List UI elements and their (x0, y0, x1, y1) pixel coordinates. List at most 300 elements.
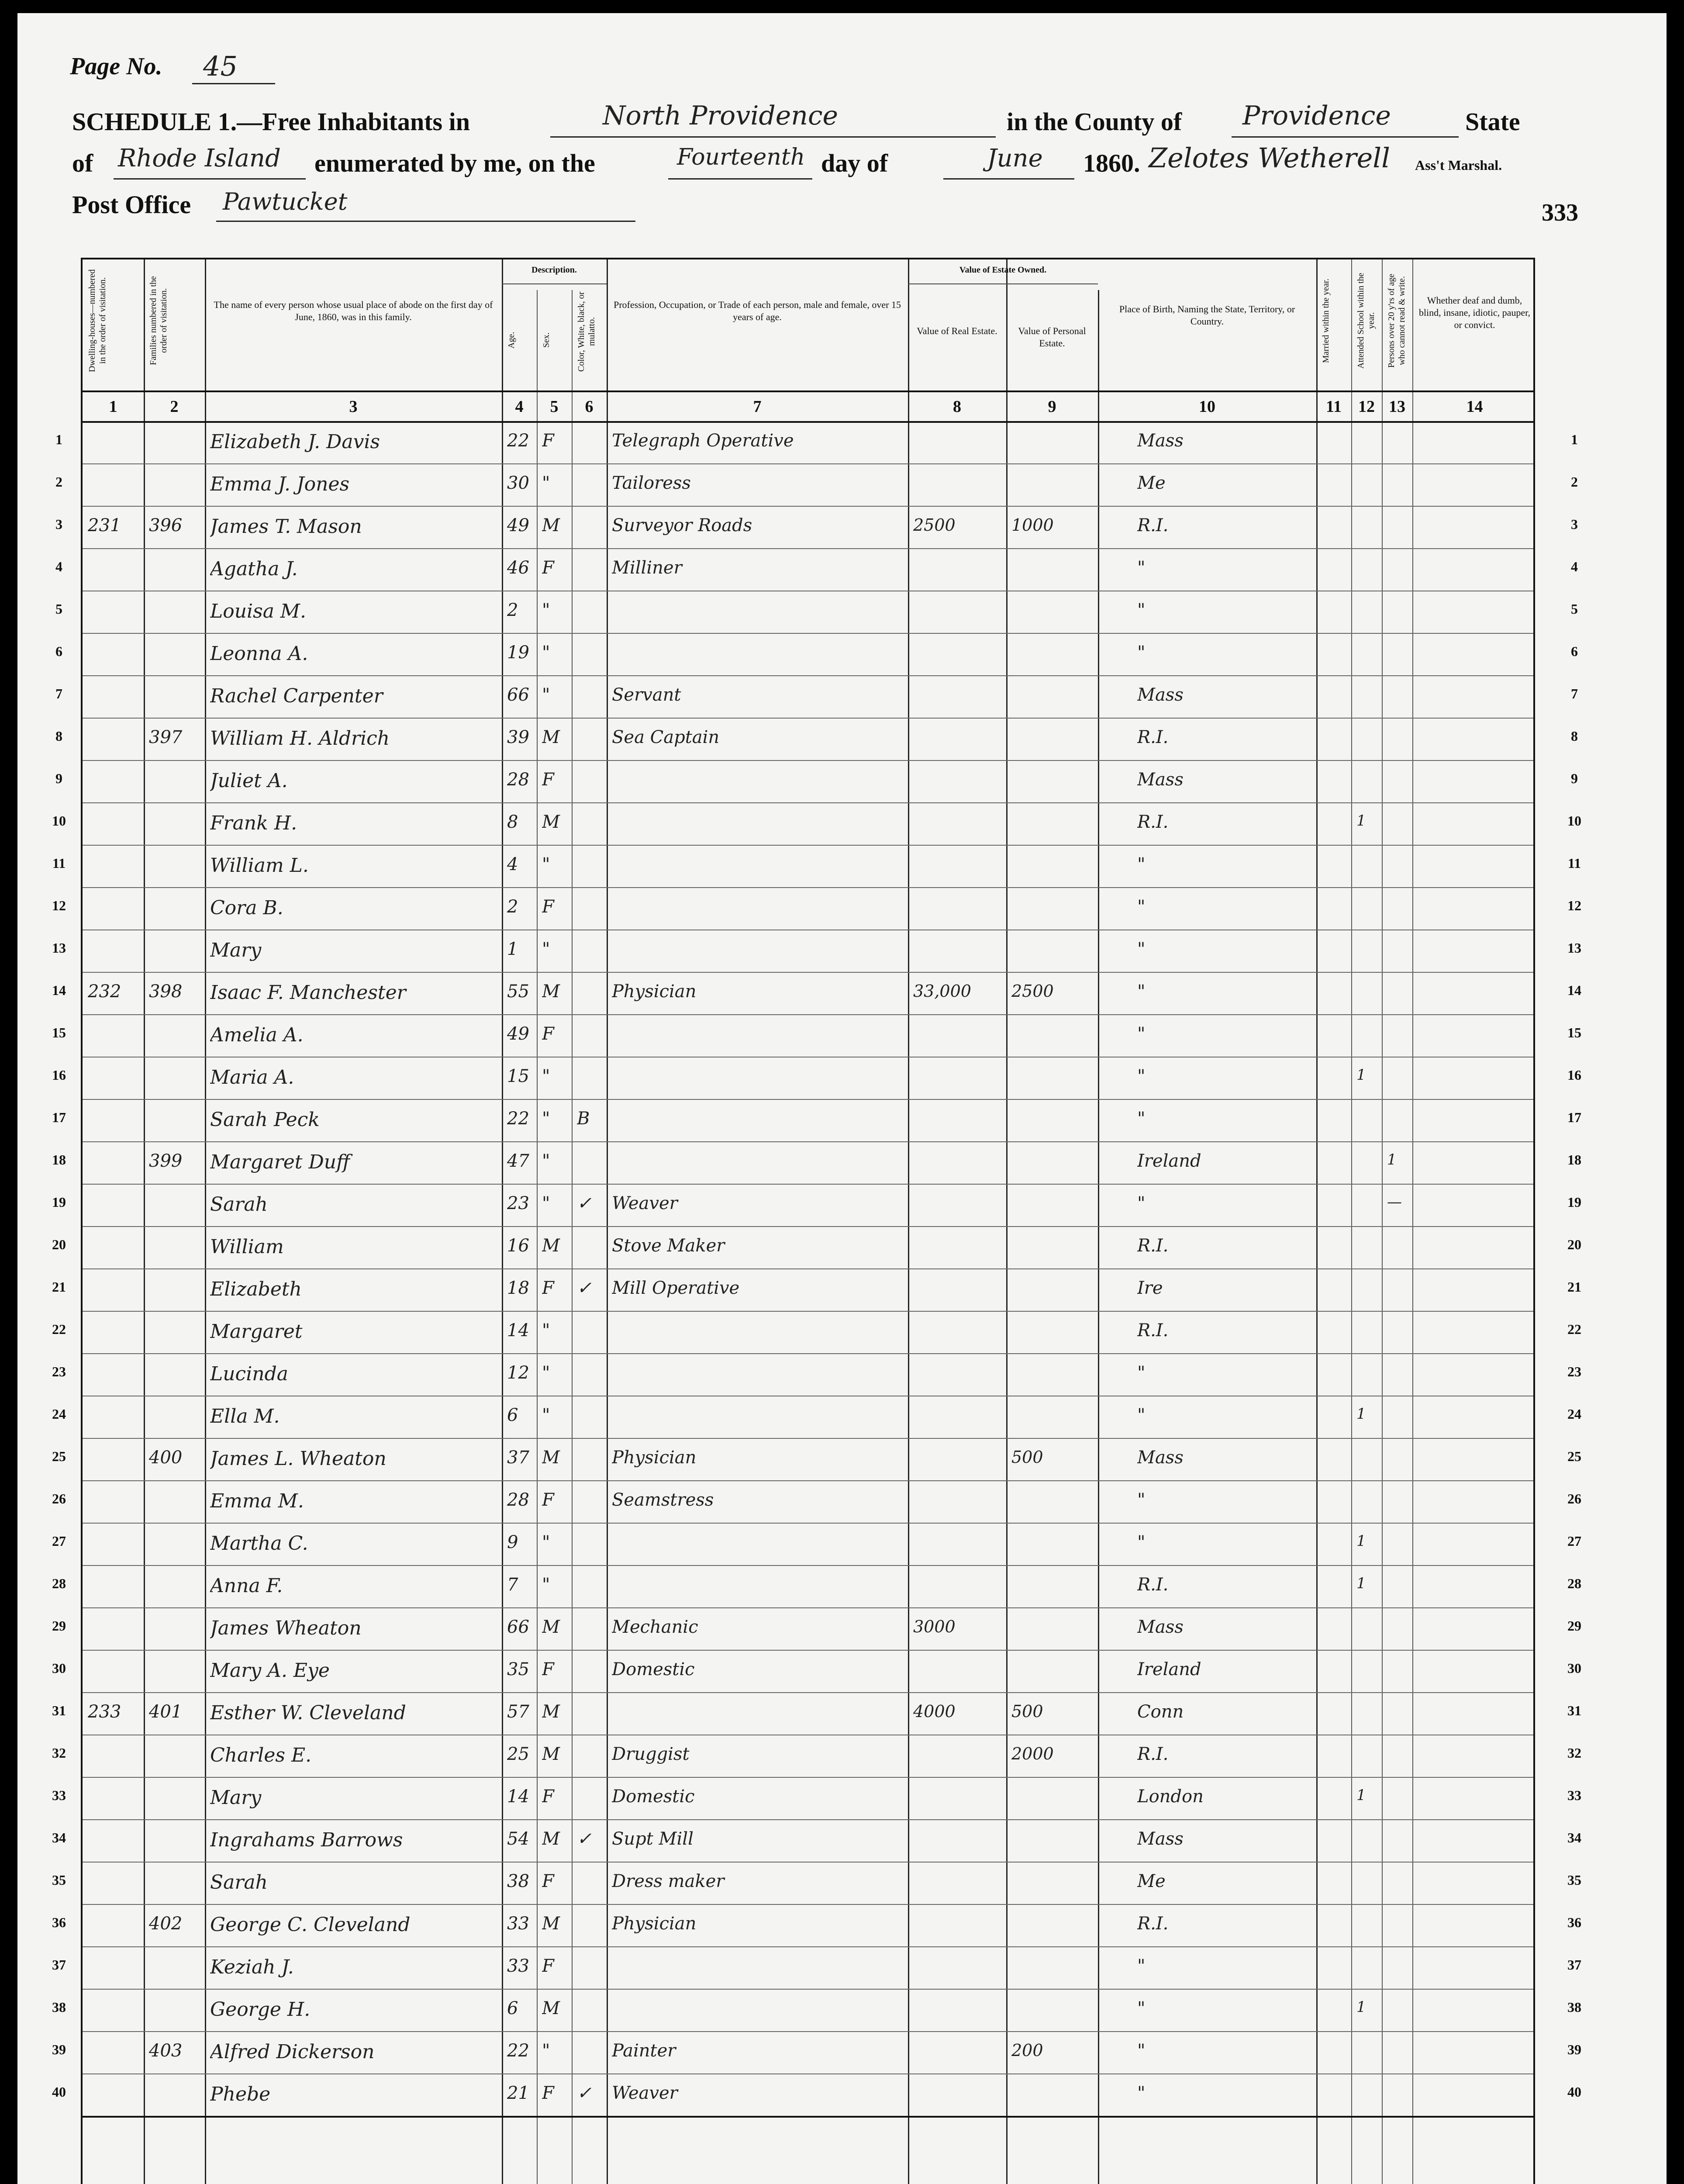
real-estate-value: 33,000 (913, 981, 971, 1001)
attended-school: 1 (1356, 1787, 1366, 1804)
line-number-right: 23 (1567, 1364, 1581, 1379)
birthplace: " (1137, 600, 1146, 620)
family-number: 398 (149, 981, 183, 1002)
row-rule (83, 887, 1533, 888)
person-name: Louisa M. (210, 600, 306, 622)
row-rule (83, 1989, 1533, 1990)
birthplace: R.I. (1137, 727, 1169, 747)
line-number-left: 27 (52, 1533, 66, 1549)
col-dwelling-header: Dwelling-houses—numbered in the order of visitation. (87, 269, 107, 372)
row-rule (83, 1141, 1533, 1142)
column-number: 1 (109, 397, 117, 416)
age: 46 (507, 558, 529, 578)
line-number-left: 16 (52, 1067, 66, 1083)
line-number-right: 25 (1567, 1448, 1581, 1464)
occupation: Stove Maker (612, 1236, 725, 1256)
row-rule (83, 2116, 1533, 2118)
col-family-header: Families numbered in the order of visitation. (148, 276, 169, 365)
column-number: 6 (585, 397, 594, 416)
line-number-right: 32 (1567, 1745, 1581, 1761)
person-name: George H. (210, 1998, 311, 2021)
underline (192, 83, 275, 84)
attended-school: 1 (1356, 1998, 1366, 2016)
person-name: Ingrahams Barrows (210, 1829, 403, 1851)
personal-estate-value: 2000 (1011, 1744, 1054, 1763)
occupation: Physician (612, 1914, 697, 1934)
birthplace: R.I. (1137, 1914, 1169, 1934)
sex: F (542, 1871, 554, 1891)
family-number: 397 (149, 727, 183, 747)
age: 37 (507, 1448, 529, 1468)
personal-estate-value: 500 (1011, 1702, 1043, 1721)
age: 25 (507, 1744, 529, 1764)
attended-school: 1 (1356, 1066, 1366, 1084)
line-number-right: 27 (1567, 1533, 1581, 1549)
line-number-right: 40 (1567, 2084, 1581, 2100)
person-name: Sarah (210, 1193, 268, 1216)
age: 14 (507, 1787, 529, 1807)
age: 16 (507, 1236, 529, 1256)
line-number-right: 17 (1567, 1109, 1581, 1125)
attended-school: 1 (1356, 1532, 1366, 1550)
person-name: Sarah (210, 1871, 268, 1894)
line-number-left: 22 (52, 1321, 66, 1337)
birthplace: Mass (1137, 685, 1184, 705)
line-number-right: 29 (1567, 1618, 1581, 1634)
person-name: William H. Aldrich (210, 727, 390, 750)
row-rule (83, 506, 1533, 507)
age: 38 (507, 1871, 529, 1891)
age: 7 (507, 1575, 518, 1595)
sex: " (542, 600, 550, 620)
personal-estate-value: 200 (1011, 2041, 1043, 2060)
sex: " (542, 1532, 550, 1552)
person-name: James Wheaton (210, 1617, 362, 1639)
line-number-right: 18 (1567, 1152, 1581, 1168)
person-name: James L. Wheaton (210, 1448, 386, 1470)
birthplace: R.I. (1137, 1744, 1169, 1764)
column-number: 11 (1326, 397, 1342, 416)
row-rule (83, 548, 1533, 549)
age: 9 (507, 1532, 518, 1552)
row-rule (83, 633, 1533, 634)
sex: " (542, 2041, 550, 2061)
col-infirmity-header: Whether deaf and dumb, blind, insane, idiotic, pauper, or convict. (1418, 295, 1531, 330)
line-number-left: 18 (52, 1152, 66, 1168)
age: 35 (507, 1659, 529, 1679)
line-number-left: 2 (55, 474, 62, 490)
person-name: Charles E. (210, 1744, 312, 1766)
age: 19 (507, 643, 529, 663)
family-number: 399 (149, 1151, 183, 1171)
column-number: 9 (1048, 397, 1056, 416)
age: 2 (507, 897, 518, 917)
marshal-label: Ass't Marshal. (1415, 157, 1502, 173)
person-name: Mary A. Eye (210, 1659, 330, 1682)
year: 1860. (1083, 149, 1140, 177)
row-rule (83, 1862, 1533, 1863)
line-number-left: 40 (52, 2084, 66, 2100)
birthplace: " (1137, 1956, 1146, 1976)
sex: M (542, 1236, 560, 1256)
line-number-left: 14 (52, 982, 66, 998)
day-written: Fourteenth (677, 144, 805, 170)
line-number-left: 1 (55, 432, 62, 447)
column-rule (572, 290, 573, 2184)
sex: F (542, 558, 554, 578)
post-office: Pawtucket (223, 188, 348, 215)
column-number: 13 (1389, 397, 1405, 416)
line-number-right: 13 (1567, 940, 1581, 956)
birthplace: London (1137, 1787, 1204, 1807)
column-number: 5 (550, 397, 559, 416)
line-number-right: 2 (1571, 474, 1578, 490)
line-number-right: 36 (1567, 1914, 1581, 1930)
census-table (81, 258, 1535, 2184)
line-number-right: 37 (1567, 1957, 1581, 1973)
line-number-right: 31 (1567, 1703, 1581, 1718)
birthplace: Me (1137, 473, 1166, 493)
sex: " (542, 1066, 550, 1086)
line-number-right: 30 (1567, 1660, 1581, 1676)
age: 22 (507, 1109, 529, 1129)
birthplace: " (1137, 1532, 1146, 1552)
line-number-right: 35 (1567, 1872, 1581, 1888)
county-name: Providence (1242, 100, 1391, 131)
real-estate-value: 3000 (913, 1617, 956, 1636)
state-label: State (1465, 107, 1520, 136)
underline (114, 178, 306, 180)
person-name: William (210, 1236, 284, 1258)
page-number-label: Page No. (70, 53, 162, 80)
occupation: Domestic (612, 1787, 695, 1807)
line-number-right: 7 (1571, 686, 1578, 702)
age: 6 (507, 1405, 518, 1425)
occupation: Telegraph Operative (612, 431, 794, 451)
line-number-left: 39 (52, 2042, 66, 2057)
line-number-right: 8 (1571, 728, 1578, 744)
person-name: Keziah J. (210, 1956, 294, 1978)
person-name: Elizabeth (210, 1278, 302, 1300)
birthplace: " (1137, 1998, 1146, 2018)
occupation: Milliner (612, 558, 682, 578)
line-number-left: 20 (52, 1237, 66, 1252)
col-age-header: Age. (507, 332, 516, 349)
dwelling-number: 232 (88, 981, 121, 1002)
age: 49 (507, 515, 529, 536)
sex: F (542, 2083, 554, 2103)
person-name: Mary (210, 939, 262, 961)
col-real-estate-header: Value of Real Estate. (917, 325, 997, 336)
row-rule (83, 1819, 1533, 1820)
occupation: Surveyor Roads (612, 515, 752, 536)
cannot-read-write: 1 (1387, 1151, 1397, 1168)
dwelling-number: 233 (88, 1702, 121, 1722)
birthplace: Conn (1137, 1702, 1184, 1722)
sex: M (542, 515, 560, 536)
sex: M (542, 812, 560, 832)
sex: M (542, 1617, 560, 1637)
birthplace: Ireland (1137, 1151, 1201, 1171)
line-number-left: 37 (52, 1957, 66, 1973)
row-rule (83, 675, 1533, 676)
numbers-bottom-rule (83, 421, 1533, 423)
sex: " (542, 1405, 550, 1425)
birthplace: " (1137, 2041, 1146, 2061)
line-number-left: 25 (52, 1448, 66, 1464)
col-color-header: Color, White, black, or mulatto. (576, 291, 597, 372)
birthplace: " (1137, 643, 1146, 663)
line-number-left: 29 (52, 1618, 66, 1634)
line-number-left: 33 (52, 1787, 66, 1803)
birthplace: R.I. (1137, 1575, 1169, 1595)
birthplace: " (1137, 854, 1146, 874)
sex: M (542, 1744, 560, 1764)
sex: F (542, 1278, 554, 1298)
occupation: Supt Mill (612, 1829, 694, 1849)
enumerated-label: enumerated by me, on the (314, 149, 595, 177)
underline (550, 136, 996, 138)
color: ✓ (577, 1278, 592, 1298)
row-rule (83, 1480, 1533, 1481)
age: 6 (507, 1998, 518, 2018)
sex: F (542, 770, 554, 790)
person-name: Isaac F. Manchester (210, 981, 406, 1004)
color: B (577, 1109, 590, 1129)
person-name: Esther W. Cleveland (210, 1702, 406, 1724)
age: 2 (507, 600, 518, 620)
birthplace: " (1137, 939, 1146, 959)
sex: " (542, 1151, 550, 1171)
column-number: 3 (349, 397, 358, 416)
person-name: Mary (210, 1787, 262, 1809)
age: 57 (507, 1702, 529, 1722)
line-number-right: 3 (1571, 516, 1578, 532)
birthplace: " (1137, 1109, 1146, 1129)
person-name: Phebe (210, 2083, 271, 2105)
sex: " (542, 1109, 550, 1129)
occupation: Tailoress (612, 473, 691, 493)
personal-estate-value: 1000 (1011, 515, 1054, 535)
occupation: Mechanic (612, 1617, 698, 1637)
real-estate-value: 2500 (913, 515, 956, 535)
birthplace: Ireland (1137, 1659, 1201, 1679)
line-number-right: 9 (1571, 771, 1578, 786)
col-sex-header: Sex. (542, 332, 551, 348)
birthplace: Mass (1137, 1617, 1184, 1637)
line-number-left: 6 (55, 643, 62, 659)
line-number-left: 19 (52, 1194, 66, 1210)
sex: M (542, 1998, 560, 2018)
person-name: Lucinda (210, 1363, 289, 1385)
row-rule (83, 1650, 1533, 1651)
age: 33 (507, 1914, 529, 1934)
line-number-left: 5 (55, 601, 62, 617)
birthplace: " (1137, 897, 1146, 917)
birthplace: Mass (1137, 1829, 1184, 1849)
line-number-left: 21 (52, 1279, 66, 1295)
row-rule (83, 1565, 1533, 1566)
personal-estate-value: 500 (1011, 1448, 1043, 1467)
real-estate-value: 4000 (913, 1702, 956, 1721)
person-name: Juliet A. (210, 770, 288, 792)
age: 55 (507, 981, 529, 1002)
col-name-header: The name of every person whose usual place of abode on the first day of June, 1860, was in this family. (214, 299, 493, 322)
person-name: Sarah Peck (210, 1109, 320, 1131)
line-number-left: 15 (52, 1025, 66, 1040)
occupation: Domestic (612, 1659, 695, 1679)
person-name: Margaret (210, 1320, 303, 1343)
person-name: Martha C. (210, 1532, 308, 1555)
occupation: Weaver (612, 1193, 678, 1213)
age: 21 (507, 2083, 529, 2103)
row-rule (83, 1311, 1533, 1312)
row-rule (83, 1099, 1533, 1100)
column-rule (1098, 290, 1099, 2184)
line-number-left: 23 (52, 1364, 66, 1379)
row-rule (83, 1692, 1533, 1693)
age: 18 (507, 1278, 529, 1298)
birthplace: R.I. (1137, 1236, 1169, 1256)
occupation: Physician (612, 1448, 697, 1468)
person-name: Anna F. (210, 1575, 283, 1597)
line-number-left: 7 (55, 686, 62, 702)
line-number-right: 4 (1571, 559, 1578, 574)
row-rule (83, 845, 1533, 846)
sex: " (542, 854, 550, 874)
row-rule (83, 1268, 1533, 1269)
line-number-right: 28 (1567, 1576, 1581, 1591)
color: ✓ (577, 1829, 592, 1849)
underline (668, 178, 812, 180)
age: 47 (507, 1151, 529, 1171)
census-page (17, 13, 1667, 2184)
sex: " (542, 1193, 550, 1213)
person-name: Amelia A. (210, 1024, 304, 1046)
line-number-left: 9 (55, 771, 62, 786)
post-office-label: Post Office (72, 190, 191, 219)
row-rule (83, 1777, 1533, 1778)
line-number-left: 30 (52, 1660, 66, 1676)
sex: M (542, 1702, 560, 1722)
age: 28 (507, 770, 529, 790)
birthplace: " (1137, 558, 1146, 578)
description-header: Description. (531, 265, 577, 275)
row-rule (83, 1904, 1533, 1905)
age: 30 (507, 473, 529, 493)
header-bottom-rule (83, 390, 1533, 392)
age: 1 (507, 939, 518, 959)
age: 12 (507, 1363, 529, 1383)
row-rule (83, 972, 1533, 973)
sex: F (542, 1787, 554, 1807)
birthplace: " (1137, 981, 1146, 1002)
birthplace: " (1137, 1405, 1146, 1425)
line-number-right: 16 (1567, 1067, 1581, 1083)
line-number-right: 38 (1567, 1999, 1581, 2015)
attended-school: 1 (1356, 1575, 1366, 1592)
line-number-left: 13 (52, 940, 66, 956)
line-number-right: 19 (1567, 1194, 1581, 1210)
occupation: Druggist (612, 1744, 690, 1764)
age: 23 (507, 1193, 529, 1213)
line-number-right: 15 (1567, 1025, 1581, 1040)
line-number-right: 39 (1567, 2042, 1581, 2057)
person-name: Margaret Duff (210, 1151, 350, 1173)
occupation: Physician (612, 981, 697, 1002)
line-number-right: 34 (1567, 1830, 1581, 1845)
birthplace: " (1137, 1066, 1146, 1086)
birthplace: " (1137, 2083, 1146, 2103)
attended-school: 1 (1356, 1405, 1366, 1423)
age: 28 (507, 1490, 529, 1510)
row-rule (83, 1523, 1533, 1524)
month: June (987, 144, 1043, 173)
birthplace: Mass (1137, 431, 1184, 451)
row-rule (83, 1607, 1533, 1608)
estate-rule (908, 283, 1098, 284)
sex: F (542, 1956, 554, 1976)
sex: " (542, 643, 550, 663)
line-number-left: 38 (52, 1999, 66, 2015)
person-name: Elizabeth J. Davis (210, 431, 380, 453)
county-label: in the County of (1007, 107, 1182, 136)
birthplace: Ire (1137, 1278, 1163, 1298)
family-number: 401 (149, 1702, 183, 1722)
line-number-right: 10 (1567, 813, 1581, 829)
line-number-left: 8 (55, 728, 62, 744)
sex: F (542, 897, 554, 917)
person-name: Frank H. (210, 812, 297, 834)
line-number-right: 24 (1567, 1406, 1581, 1422)
personal-estate-value: 2500 (1011, 981, 1054, 1001)
schedule-title: SCHEDULE 1.—Free Inhabitants in (72, 107, 470, 136)
sex: " (542, 1320, 550, 1341)
birthplace: " (1137, 1490, 1146, 1510)
person-name: Leonna A. (210, 643, 308, 665)
attended-school: 1 (1356, 812, 1366, 829)
age: 22 (507, 431, 529, 451)
line-number-left: 36 (52, 1914, 66, 1930)
age: 54 (507, 1829, 529, 1849)
of-label: of (72, 149, 93, 177)
sex: M (542, 1448, 560, 1468)
sex: M (542, 981, 560, 1002)
underline (1232, 136, 1459, 138)
sex: M (542, 727, 560, 747)
line-number-left: 24 (52, 1406, 66, 1422)
line-number-left: 17 (52, 1109, 66, 1125)
place-name: North Providence (603, 100, 839, 131)
column-number: 14 (1466, 397, 1483, 416)
age: 66 (507, 685, 529, 705)
person-name: Maria A. (210, 1066, 294, 1089)
line-number-left: 35 (52, 1872, 66, 1888)
family-number: 402 (149, 1914, 183, 1934)
person-name: Cora B. (210, 897, 283, 919)
line-number-right: 21 (1567, 1279, 1581, 1295)
age: 4 (507, 854, 518, 874)
sex: " (542, 1575, 550, 1595)
color: ✓ (577, 1193, 592, 1213)
person-name: James T. Mason (210, 515, 362, 538)
sex: F (542, 1490, 554, 1510)
line-number-right: 20 (1567, 1237, 1581, 1252)
birthplace: Mass (1137, 770, 1184, 790)
row-rule (83, 1353, 1533, 1354)
col-occupation-header: Profession, Occupation, or Trade of each person, male and female, over 15 years of age. (614, 299, 901, 322)
cannot-read-write: — (1387, 1193, 1402, 1211)
